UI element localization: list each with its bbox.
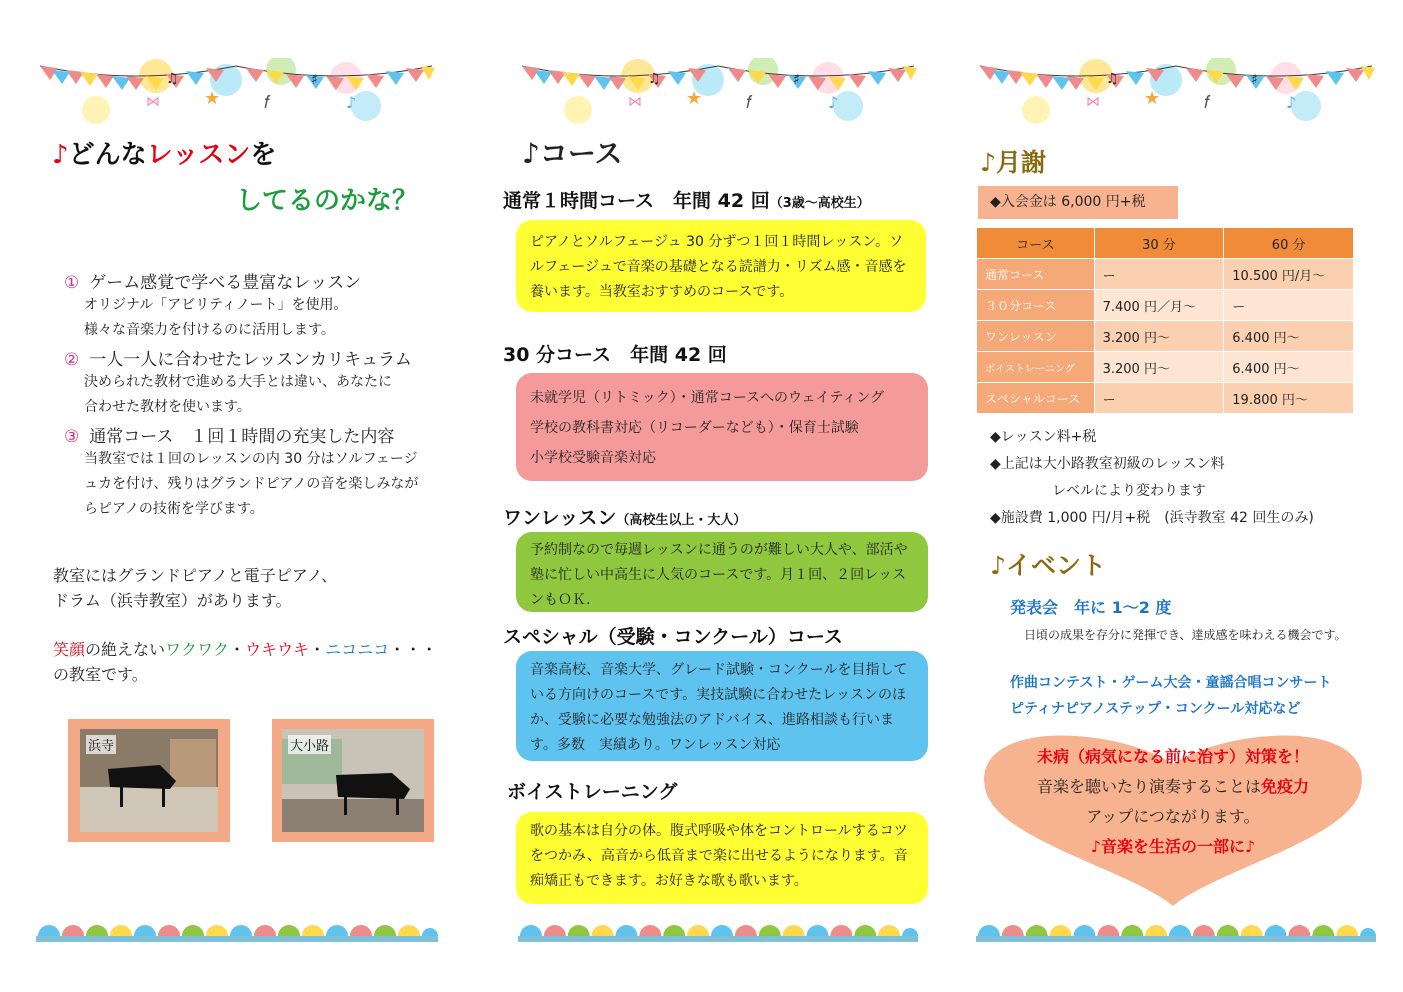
course-line: 学校の教科書対応（リコーダーなども）・保育士試験 — [530, 420, 859, 436]
item-title: 一人一人に合わせたレッスンカリキュラム — [89, 350, 412, 370]
bunting-decoration — [518, 58, 918, 128]
photo-frame-hamadera — [68, 719, 230, 842]
svg-text:♫: ♫ — [166, 71, 179, 87]
course-heading: 30 分コース 年間 42 回 — [503, 344, 727, 366]
svg-text:♫: ♫ — [1106, 71, 1119, 87]
separator: ・ — [309, 640, 326, 659]
item-line: 様々な音楽力を付けるのに活用します。 — [84, 322, 335, 338]
svg-text:⋈: ⋈ — [146, 94, 160, 110]
footer-scallop-decoration — [36, 914, 438, 944]
svg-text:♯: ♯ — [793, 72, 800, 88]
table-header: コース — [977, 228, 1095, 259]
course-heading — [503, 186, 870, 213]
course-box-special: 音楽高校、音楽大学、グレード試験・コンクールを目指している方向けのコースです。実技試験に合わせたレッスンのほか、受験に必要な勉強法のアドバイス、進路相談も行います。多数 実績あり。ワンレッスン対応 — [516, 651, 928, 761]
fee-notes — [990, 424, 1370, 532]
music-note-icon: ♪ — [52, 140, 69, 170]
fee-section-title: ♪月謝 — [980, 148, 1046, 177]
event-list-line: ピティナピアノステップ・コンクール対応など — [1010, 701, 1301, 717]
photo-frame-oshoji — [272, 719, 434, 842]
svg-text:★: ★ — [1144, 88, 1161, 109]
item-line: 合わせた教材を使います。 — [84, 399, 251, 415]
item-title: 通常コース １回１時間の充実した内容 — [89, 427, 395, 447]
table-cell: ー — [1094, 259, 1224, 290]
course-heading-sub: （3歳～高校生） — [769, 196, 870, 211]
feature-item — [64, 345, 454, 420]
bunting-decoration — [36, 58, 436, 128]
item-line: 当教室では１回のレッスンの内 30 分はソルフェージ — [84, 451, 418, 467]
title-text: どんな — [68, 140, 147, 170]
table-cell: 3.200 円～ — [1094, 321, 1224, 352]
svg-text:♪: ♪ — [1286, 93, 1297, 112]
table-header: 60 分 — [1224, 228, 1354, 259]
item-title: ゲーム感覚で学べる豊富なレッスン — [89, 273, 362, 293]
table-cell: ボイストレーニング — [977, 352, 1095, 383]
event-recital: 発表会 年に 1～2 度 — [1010, 598, 1172, 617]
fee-note: ◆レッスン料+税 — [990, 429, 1097, 445]
photo-label: 浜寺 — [86, 735, 116, 754]
smile-word: 笑顔 — [53, 640, 86, 659]
table-cell: ー — [1094, 383, 1224, 414]
heart-line: ♪音楽を生活の一部に♪ — [1090, 837, 1256, 856]
heart-line: 未病（病気になる前に治す）対策を！ — [1036, 747, 1309, 766]
table-cell: 7.400 円／月～ — [1094, 290, 1224, 321]
event-recital-description: 日頃の成果を存分に発揮でき、達成感を味わえる機会です。 — [1024, 628, 1347, 642]
item-number: ② — [64, 350, 80, 370]
event-section-title: ♪イベント — [990, 551, 1106, 580]
table-cell: ー — [1224, 290, 1354, 321]
fee-note: ◆上記は大小路教室初級のレッスン料 — [990, 456, 1225, 472]
course-heading: ボイストレーニング — [507, 781, 678, 803]
table-cell: 6.400 円～ — [1224, 352, 1354, 383]
table-cell: ワンレッスン — [977, 321, 1095, 352]
table-row — [977, 321, 1354, 352]
table-cell: 10.500 円/月～ — [1224, 259, 1354, 290]
course-box-30min — [516, 373, 928, 481]
table-row — [977, 290, 1354, 321]
svg-text:★: ★ — [686, 88, 703, 109]
svg-text:♪: ♪ — [346, 93, 357, 112]
svg-text:♪: ♪ — [828, 93, 839, 112]
svg-text:♯: ♯ — [311, 72, 318, 88]
fee-note: レベルにより変わります — [1052, 483, 1206, 499]
footer-scallop-decoration — [518, 914, 918, 944]
classroom-photo — [80, 729, 218, 832]
course-heading-text: 通常１時間コース 年間 42 回 — [503, 190, 770, 212]
fee-table — [976, 227, 1354, 414]
paragraph-line: 教室にはグランドピアノと電子ピアノ、 — [53, 566, 338, 585]
svg-text:⋈: ⋈ — [628, 94, 642, 110]
svg-text:𝑓: 𝑓 — [264, 92, 270, 113]
bunting-decoration — [976, 58, 1376, 128]
svg-text:★: ★ — [204, 88, 221, 109]
table-cell: 通常コース — [977, 259, 1095, 290]
svg-text:𝑓: 𝑓 — [1204, 92, 1210, 113]
smile-paragraph — [53, 637, 437, 687]
course-line: 小学校受験音楽対応 — [530, 450, 656, 466]
feature-item — [64, 422, 454, 522]
facility-paragraph — [53, 563, 337, 613]
course-box-one-lesson: 予約制なので毎週レッスンに通うのが難しい大人や、部活や塾に忙しい中高生に人気のコースです。月１回、２回レッスンもＯＫ. — [516, 532, 928, 612]
fee-table-header — [977, 228, 1354, 259]
feature-item — [64, 268, 454, 343]
table-row — [977, 352, 1354, 383]
ellipsis: ・・・ — [389, 640, 438, 659]
table-row — [977, 383, 1354, 414]
course-heading — [503, 503, 746, 530]
table-cell: ３０分コース — [977, 290, 1095, 321]
heart-line: アップにつながります。 — [1086, 807, 1260, 826]
item-line: ュカを付け、残りはグランドピアノの音を楽しみなが — [84, 476, 419, 492]
entry-fee-badge: ◆入会金は 6,000 円+税 — [978, 186, 1178, 219]
table-cell: 6.400 円～ — [1224, 321, 1354, 352]
course-section-title: ♪コース — [522, 137, 623, 170]
wakuwaku-word: ワクワク — [165, 640, 230, 659]
paragraph-line: ドラム（浜寺教室）があります。 — [53, 591, 292, 610]
table-cell: スペシャルコース — [977, 383, 1095, 414]
classroom-photo — [282, 729, 424, 832]
paragraph-text: の絶えない — [85, 640, 166, 659]
photo-label: 大小路 — [288, 735, 331, 754]
table-cell: 3.200 円～ — [1094, 352, 1224, 383]
lesson-title-line1 — [52, 134, 276, 171]
svg-text:⋈: ⋈ — [1086, 94, 1100, 110]
item-line: オリジナル「アビリティノート」を使用。 — [84, 297, 348, 313]
feature-list — [64, 268, 454, 522]
separator: ・ — [229, 640, 246, 659]
item-line: 決められた教材で進める大手とは違い、あなたに — [84, 374, 392, 390]
course-heading-text: ワンレッスン — [503, 507, 617, 529]
table-header: 30 分 — [1094, 228, 1224, 259]
course-line: 未就学児（リトミック）・通常コースへのウェイティング — [530, 390, 885, 406]
item-line: らピアノの技術を学びます。 — [84, 501, 264, 517]
item-number: ③ — [64, 427, 80, 447]
course-box-voice: 歌の基本は自分の体。腹式呼吸や体をコントロールするコツをつかみ、高音から低音まで楽に出せるようになります。音痴矯正もできます。お好きな歌も歌います。 — [516, 812, 928, 904]
ukiuki-word: ウキウキ — [245, 640, 310, 659]
svg-text:♫: ♫ — [648, 71, 661, 87]
lesson-title-line2: してるのかな？ — [236, 186, 419, 216]
title-highlight: レッスン — [146, 140, 251, 170]
svg-text:♯: ♯ — [1251, 72, 1258, 88]
footer-scallop-decoration — [976, 914, 1376, 944]
course-heading-sub: （高校生以上・大人） — [616, 513, 747, 528]
event-list-line: 作曲コンテスト・ゲーム大会・童謡合唱コンサート — [1010, 675, 1332, 691]
table-cell: 19.800 円～ — [1224, 383, 1354, 414]
title-suffix: を — [250, 140, 277, 170]
nikoniko-word: ニコニコ — [325, 640, 390, 659]
table-row — [977, 259, 1354, 290]
item-number: ① — [64, 273, 80, 293]
heart-line: 音楽を聴いたり演奏することは — [1036, 777, 1261, 796]
heart-highlight: 免疫力 — [1261, 777, 1310, 796]
fee-note: ◆施設費 1,000 円/月+税 (浜寺教室 42 回生のみ) — [990, 510, 1314, 526]
paragraph-line: の教室です。 — [53, 665, 148, 684]
course-box-regular: ピアノとソルフェージュ 30 分ずつ１回１時間レッスン。ソルフェージュで音楽の基礎となる読譜力・リズム感・音感を養います。当教室おすすめのコースです。 — [516, 220, 926, 312]
heart-text — [980, 742, 1366, 862]
course-heading: スペシャル（受験・コンクール）コース — [503, 626, 843, 648]
svg-text:𝑓: 𝑓 — [746, 92, 752, 113]
